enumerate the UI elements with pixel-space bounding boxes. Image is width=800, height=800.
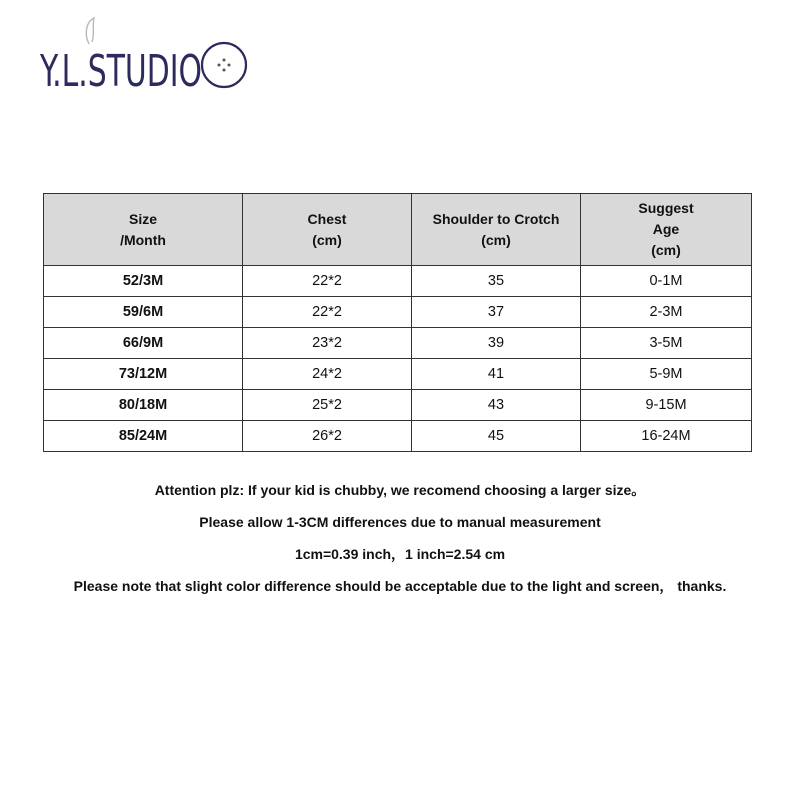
age-cell: 3-5M [581, 328, 752, 359]
chest-cell: 25*2 [243, 390, 412, 421]
note-measurement-tolerance: Please allow 1-3CM differences due to manual measurement [199, 514, 601, 530]
table-row [44, 297, 752, 328]
header-line: (cm) [481, 231, 511, 248]
age-cell: 2-3M [581, 297, 752, 328]
note-chubby-advice: Attention plz: If your kid is chubby, we recomend choosing a larger size。 [154, 482, 646, 498]
note-unit-conversion: 1cm=0.39 inch，1 inch=2.54 cm [294, 546, 506, 562]
header-line: Age [652, 221, 680, 237]
header-line: Suggest [638, 200, 694, 216]
shoulder-crotch-cell: 39 [412, 328, 581, 359]
size-chart-table [43, 193, 752, 452]
logo-dot-mark [223, 59, 226, 62]
header-suggest-age [581, 194, 752, 266]
age-cell: 9-15M [581, 390, 752, 421]
shoulder-crotch-cell: 45 [412, 421, 581, 452]
logo-dot-mark [223, 69, 226, 72]
age-cell: 0-1M [581, 266, 752, 297]
note-color-difference: Please note that slight color difference should be acceptable due to the light and screen， thanks. [73, 578, 727, 594]
shoulder-crotch-cell: 43 [412, 390, 581, 421]
age-cell: 16-24M [581, 421, 752, 452]
shoulder-crotch-cell: 35 [412, 266, 581, 297]
header-line: /Month [120, 231, 166, 248]
size-cell: 73/12M [44, 359, 243, 390]
brand-logo [40, 14, 250, 96]
header-line: Size [128, 210, 157, 227]
table-row [44, 390, 752, 421]
chest-cell: 22*2 [243, 297, 412, 328]
header-line: (cm) [651, 242, 681, 258]
header-size-month [44, 194, 243, 266]
header-chest [243, 194, 412, 266]
logo-ring-mark [202, 43, 246, 87]
shoulder-crotch-cell: 37 [412, 297, 581, 328]
size-cell: 52/3M [44, 266, 243, 297]
table-row [44, 328, 752, 359]
logo-dot-mark [218, 64, 221, 67]
age-cell: 5-9M [581, 359, 752, 390]
size-cell: 80/18M [44, 390, 243, 421]
size-notes [0, 478, 800, 606]
table-row [44, 421, 752, 452]
chest-cell: 22*2 [243, 266, 412, 297]
shoulder-crotch-cell: 41 [412, 359, 581, 390]
table-row [44, 266, 752, 297]
size-cell: 59/6M [44, 297, 243, 328]
header-line: Chest [307, 210, 347, 227]
logo-dot-mark [228, 64, 231, 67]
size-cell: 66/9M [44, 328, 243, 359]
logo-swirl-mark [86, 18, 94, 44]
chest-cell: 24*2 [243, 359, 412, 390]
table-row [44, 359, 752, 390]
brand-logo-graphic [40, 14, 250, 96]
header-shoulder-to-crotch [412, 194, 581, 266]
header-line: Shoulder to Crotch [432, 210, 560, 227]
chest-cell: 26*2 [243, 421, 412, 452]
chest-cell: 23*2 [243, 328, 412, 359]
table-header-row [44, 194, 752, 266]
logo-text: Y.L.STUDIO [39, 46, 202, 97]
size-cell: 85/24M [44, 421, 243, 452]
header-line: (cm) [312, 231, 342, 248]
